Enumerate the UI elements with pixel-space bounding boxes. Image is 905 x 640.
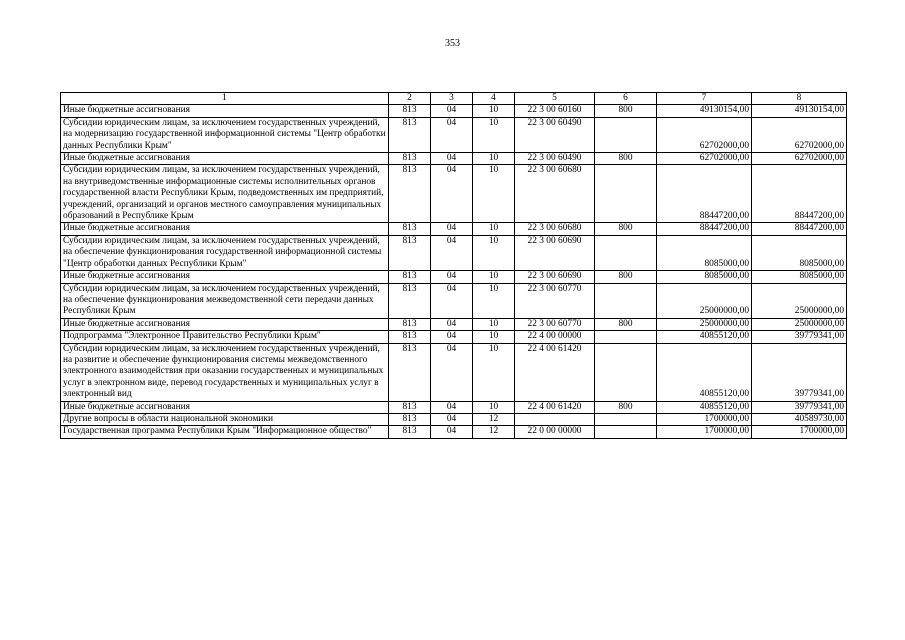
ministry-code: 813 [389, 105, 431, 117]
table-row [61, 283, 847, 318]
section-code: 04 [431, 343, 473, 401]
section-code: 04 [431, 318, 473, 330]
amount-col-8: 88447200,00 [752, 223, 847, 235]
subsection-code: 10 [473, 401, 515, 413]
subsection-code: 12 [473, 413, 515, 425]
subsection-code: 10 [473, 318, 515, 330]
expense-type-code: 800 [595, 271, 657, 283]
amount-col-7: 8085000,00 [657, 235, 752, 270]
ministry-code: 813 [389, 271, 431, 283]
section-code: 04 [431, 153, 473, 165]
ministry-code: 813 [389, 165, 431, 223]
ministry-code: 813 [389, 401, 431, 413]
ministry-code: 813 [389, 235, 431, 270]
amount-col-8: 25000000,00 [752, 283, 847, 318]
page-number: 353 [445, 38, 460, 49]
target-article-code: 22 3 00 60690 [515, 235, 595, 270]
section-code: 04 [431, 413, 473, 425]
item-name: Субсидии юридическим лицам, за исключением государственных учреждений, на обеспечение функционирования государственной информационной системы "Центр обработки данных Республики Крым" [61, 235, 389, 270]
header-col-4: 4 [473, 93, 515, 105]
table-row [61, 413, 847, 425]
ministry-code: 813 [389, 117, 431, 152]
item-name: Субсидии юридическим лицам, за исключением государственных учреждений, на внутриведомственные информационные системы исполнительных органов государственной власти Республики Крым, подведомственных им предприятий, учреждений, организаций и органов местного самоуправления муниципальных образований в Республике Крым [61, 165, 389, 223]
expense-type-code [595, 235, 657, 270]
table-row [61, 223, 847, 235]
budget-table [60, 92, 847, 439]
expense-type-code: 800 [595, 153, 657, 165]
table-body [61, 105, 847, 438]
header-row [61, 93, 847, 105]
amount-col-8: 39779341,00 [752, 331, 847, 343]
target-article-code: 22 3 00 60160 [515, 105, 595, 117]
ministry-code: 813 [389, 283, 431, 318]
ministry-code: 813 [389, 413, 431, 425]
amount-col-8: 39779341,00 [752, 401, 847, 413]
section-code: 04 [431, 223, 473, 235]
target-article-code: 22 4 00 61420 [515, 401, 595, 413]
item-name: Иные бюджетные ассигнования [61, 318, 389, 330]
section-code: 04 [431, 283, 473, 318]
table-row [61, 165, 847, 223]
table-row [61, 331, 847, 343]
table-header [61, 93, 847, 105]
expense-type-code [595, 413, 657, 425]
subsection-code: 10 [473, 271, 515, 283]
amount-col-8: 62702000,00 [752, 117, 847, 152]
subsection-code: 10 [473, 223, 515, 235]
header-col-3: 3 [431, 93, 473, 105]
table-row [61, 426, 847, 438]
item-name: Иные бюджетные ассигнования [61, 271, 389, 283]
subsection-code: 10 [473, 283, 515, 318]
amount-col-7: 1700000,00 [657, 426, 752, 438]
item-name: Государственная программа Республики Крым "Информационное общество" [61, 426, 389, 438]
amount-col-7: 25000000,00 [657, 318, 752, 330]
amount-col-7: 49130154,00 [657, 105, 752, 117]
table-row [61, 105, 847, 117]
expense-type-code: 800 [595, 401, 657, 413]
section-code: 04 [431, 271, 473, 283]
amount-col-7: 40855120,00 [657, 331, 752, 343]
amount-col-8: 49130154,00 [752, 105, 847, 117]
amount-col-7: 40855120,00 [657, 401, 752, 413]
amount-col-7: 8085000,00 [657, 271, 752, 283]
expense-type-code: 800 [595, 223, 657, 235]
amount-col-8: 40589730,00 [752, 413, 847, 425]
expense-type-code [595, 343, 657, 401]
expense-type-code [595, 165, 657, 223]
amount-col-7: 88447200,00 [657, 223, 752, 235]
table-row [61, 318, 847, 330]
amount-col-8: 1700000,00 [752, 426, 847, 438]
target-article-code: 22 4 00 61420 [515, 343, 595, 401]
item-name: Иные бюджетные ассигнования [61, 105, 389, 117]
section-code: 04 [431, 235, 473, 270]
subsection-code: 10 [473, 235, 515, 270]
table-row [61, 343, 847, 401]
header-col-2: 2 [389, 93, 431, 105]
amount-col-7: 40855120,00 [657, 343, 752, 401]
amount-col-8: 88447200,00 [752, 165, 847, 223]
subsection-code: 12 [473, 426, 515, 438]
amount-col-8: 8085000,00 [752, 235, 847, 270]
expense-type-code [595, 331, 657, 343]
expense-type-code: 800 [595, 105, 657, 117]
expense-type-code: 800 [595, 318, 657, 330]
table-row [61, 401, 847, 413]
subsection-code: 10 [473, 117, 515, 152]
ministry-code: 813 [389, 343, 431, 401]
subsection-code: 10 [473, 343, 515, 401]
amount-col-8: 8085000,00 [752, 271, 847, 283]
header-col-1: 1 [61, 93, 389, 105]
amount-col-7: 88447200,00 [657, 165, 752, 223]
table-row [61, 153, 847, 165]
item-name: Подпрограмма "Электронное Правительство Республики Крым" [61, 331, 389, 343]
ministry-code: 813 [389, 223, 431, 235]
item-name: Другие вопросы в области национальной экономики [61, 413, 389, 425]
subsection-code: 10 [473, 165, 515, 223]
target-article-code: 22 3 00 60680 [515, 223, 595, 235]
amount-col-7: 62702000,00 [657, 117, 752, 152]
item-name: Иные бюджетные ассигнования [61, 223, 389, 235]
header-col-7: 7 [657, 93, 752, 105]
ministry-code: 813 [389, 318, 431, 330]
item-name: Иные бюджетные ассигнования [61, 153, 389, 165]
amount-col-7: 62702000,00 [657, 153, 752, 165]
target-article-code: 22 0 00 00000 [515, 426, 595, 438]
section-code: 04 [431, 105, 473, 117]
target-article-code: 22 3 00 60490 [515, 117, 595, 152]
header-col-5: 5 [515, 93, 595, 105]
target-article-code: 22 3 00 60690 [515, 271, 595, 283]
amount-col-8: 62702000,00 [752, 153, 847, 165]
amount-col-7: 25000000,00 [657, 283, 752, 318]
amount-col-8: 39779341,00 [752, 343, 847, 401]
amount-col-7: 1700000,00 [657, 413, 752, 425]
item-name: Субсидии юридическим лицам, за исключением государственных учреждений, на модернизацию государственной информационной системы "Центр обработки данных Республики Крым" [61, 117, 389, 152]
table-row [61, 117, 847, 152]
subsection-code: 10 [473, 105, 515, 117]
header-col-8: 8 [752, 93, 847, 105]
item-name: Субсидии юридическим лицам, за исключением государственных учреждений, на развитие и обеспечение функционирования системы межведомственного электронного взаимодействия при оказании государственных и муниципальных услуг в электронном виде, перевод государственных и муниципальных услуг в электронный вид [61, 343, 389, 401]
target-article-code: 22 3 00 60770 [515, 283, 595, 318]
expense-type-code [595, 426, 657, 438]
header-col-6: 6 [595, 93, 657, 105]
expense-type-code [595, 117, 657, 152]
table-row [61, 235, 847, 270]
item-name: Иные бюджетные ассигнования [61, 401, 389, 413]
section-code: 04 [431, 331, 473, 343]
section-code: 04 [431, 401, 473, 413]
table-row [61, 271, 847, 283]
target-article-code: 22 4 00 00000 [515, 331, 595, 343]
amount-col-8: 25000000,00 [752, 318, 847, 330]
item-name: Субсидии юридическим лицам, за исключением государственных учреждений, на обеспечение функционирования межведомственной сети передачи данных Республики Крым [61, 283, 389, 318]
subsection-code: 10 [473, 153, 515, 165]
subsection-code: 10 [473, 331, 515, 343]
ministry-code: 813 [389, 331, 431, 343]
section-code: 04 [431, 165, 473, 223]
ministry-code: 813 [389, 426, 431, 438]
expense-type-code [595, 283, 657, 318]
target-article-code [515, 413, 595, 425]
target-article-code: 22 3 00 60770 [515, 318, 595, 330]
target-article-code: 22 3 00 60490 [515, 153, 595, 165]
target-article-code: 22 3 00 60680 [515, 165, 595, 223]
ministry-code: 813 [389, 153, 431, 165]
section-code: 04 [431, 117, 473, 152]
section-code: 04 [431, 426, 473, 438]
